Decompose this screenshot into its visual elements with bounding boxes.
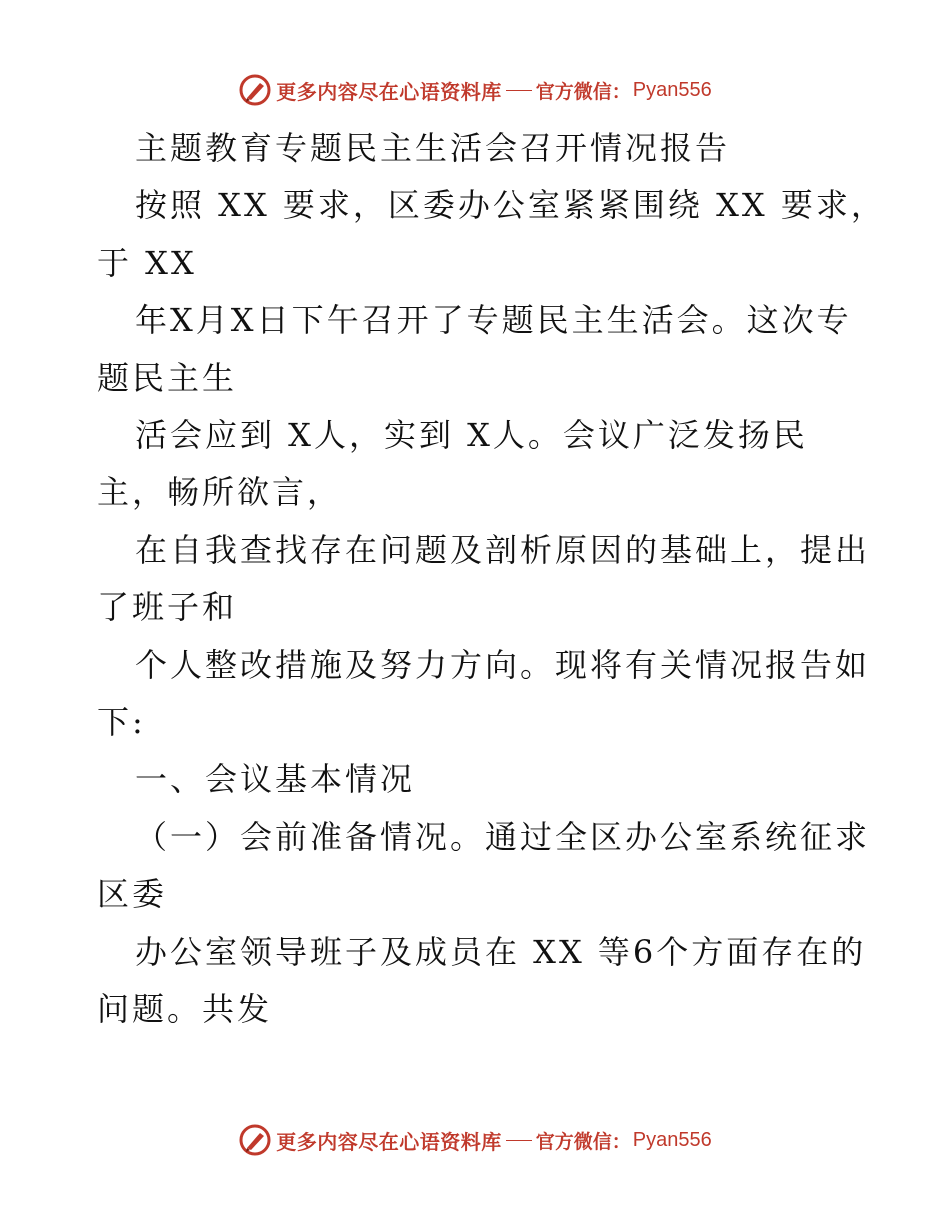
- banner-divider: [506, 1140, 532, 1141]
- banner-title: 更多内容尽在心语资料库: [276, 79, 502, 104]
- banner-title: 更多内容尽在心语资料库: [276, 1129, 502, 1154]
- text-line: 在自我查找存在问题及剖析原因的基础上，提出: [135, 530, 871, 569]
- text-line: 年X月X日下午召开了专题民主生活会。这次专: [135, 301, 852, 340]
- document-body: [97, 120, 886, 1039]
- footer-banner: [0, 1120, 950, 1160]
- pen-logo-icon: [238, 1123, 272, 1157]
- section-heading: 一、会议基本情况: [135, 760, 416, 799]
- pen-logo-icon: [238, 73, 272, 107]
- banner-divider: [506, 90, 532, 91]
- text-line: 问题。共发: [97, 990, 273, 1029]
- text-line: 办公室领导班子及成员在 XX 等6个方面存在的: [135, 932, 867, 971]
- text-line: 区委: [97, 875, 168, 914]
- text-line: 主，畅所欲言，: [97, 473, 343, 512]
- document-title: 主题教育专题民主生活会召开情况报告: [135, 129, 731, 167]
- text-line: 于 XX: [97, 243, 197, 282]
- text-line: （一）会前准备情况。通过全区办公室系统征求: [135, 817, 871, 856]
- text-line: 个人整改措施及努力方向。现将有关情况报告如: [135, 645, 871, 684]
- banner-wechat-id: Pyan556: [632, 1128, 712, 1151]
- header-banner: [0, 70, 950, 110]
- banner-wechat-id: Pyan556: [632, 78, 712, 101]
- banner-wechat-label: 官方微信：: [535, 1130, 631, 1153]
- text-line: 活会应到 X人，实到 X人。会议广泛发扬民: [135, 416, 808, 455]
- banner-wechat-label: 官方微信：: [535, 80, 631, 103]
- text-line: 题民主生: [97, 358, 238, 397]
- text-line: 了班子和: [97, 588, 238, 627]
- text-line: 按照 XX 要求，区委办公室紧紧围绕 XX 要求，: [135, 186, 886, 225]
- text-line: 下:: [97, 703, 146, 742]
